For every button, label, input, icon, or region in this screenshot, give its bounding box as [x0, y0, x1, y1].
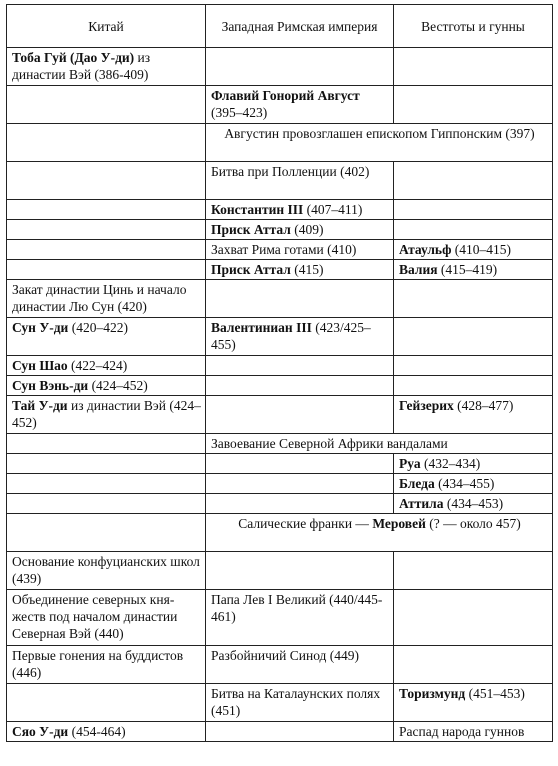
cell-name-bold: Тоба Гуй (Дао У-ди)	[12, 50, 135, 65]
cell-name-bold: Валентиниан III	[211, 320, 312, 335]
table-cell-china	[7, 434, 206, 454]
cell-text: Битва на Каталаунских полях (451)	[211, 686, 381, 718]
table-cell-rome	[206, 162, 394, 200]
table-row	[7, 474, 553, 494]
cell-text: (410–415)	[451, 242, 512, 257]
cell-text: (415)	[290, 262, 324, 277]
table-cell-visigoths-huns	[394, 200, 553, 220]
table-row	[7, 434, 553, 454]
table-cell-china	[7, 318, 206, 356]
table-row	[7, 200, 553, 220]
cell-text: (422–424)	[67, 358, 128, 373]
cell-text: из династии Вэй (386-409)	[12, 50, 151, 82]
table-cell-china	[7, 240, 206, 260]
table-cell-visigoths-huns	[394, 722, 553, 742]
table-cell-china	[7, 48, 206, 86]
cell-text: (395–423)	[211, 105, 268, 120]
header-china: Китай	[7, 5, 206, 48]
cell-name-bold: Руа	[399, 456, 421, 471]
cell-text: Салические франки —	[238, 516, 373, 531]
table-cell-visigoths-huns	[394, 474, 553, 494]
chronology-table-wrapper	[6, 4, 553, 742]
table-cell-china	[7, 376, 206, 396]
table-row	[7, 684, 553, 722]
cell-name-bold: Приск Аттал	[211, 222, 291, 237]
cell-name-bold: Сун Вэнь-ди	[12, 378, 89, 393]
table-cell-china	[7, 494, 206, 514]
table-cell-rome	[206, 86, 394, 124]
table-cell-rome	[206, 318, 394, 356]
table-row	[7, 552, 553, 590]
table-cell-rome	[206, 48, 394, 86]
cell-name-bold: Сяо У-ди	[12, 724, 69, 739]
table-row	[7, 356, 553, 376]
table-cell-visigoths-huns	[394, 318, 553, 356]
table-cell-china	[7, 260, 206, 280]
table-cell-rome	[206, 240, 394, 260]
table-cell-rome	[206, 684, 394, 722]
table-cell-china	[7, 684, 206, 722]
table-cell-china	[7, 552, 206, 590]
table-row	[7, 318, 553, 356]
cell-text: Захват Рима готами (410)	[211, 242, 357, 257]
cell-name-bold: Константин III	[211, 202, 304, 217]
table-cell-visigoths-huns	[394, 646, 553, 684]
table-cell-china	[7, 124, 206, 162]
cell-name-bold: Валия	[399, 262, 438, 277]
table-row	[7, 260, 553, 280]
table-cell-visigoths-huns	[394, 260, 553, 280]
table-cell-rome	[206, 200, 394, 220]
table-cell-rome	[206, 494, 394, 514]
table-cell-china	[7, 280, 206, 318]
chronology-table	[6, 4, 553, 742]
table-cell-china	[7, 356, 206, 376]
table-cell-rome	[206, 280, 394, 318]
cell-text: (424–452)	[88, 378, 148, 393]
cell-text: Закат династии Цинь и начало династии Лю Сун (420)	[12, 282, 187, 314]
table-cell-china	[7, 722, 206, 742]
table-cell-visigoths-huns	[394, 552, 553, 590]
cell-name-bold: Гейзерих	[399, 398, 454, 413]
table-cell-visigoths-huns	[394, 240, 553, 260]
cell-name-bold: Сун У-ди	[12, 320, 69, 335]
cell-text: (432–434)	[420, 456, 481, 471]
table-row	[7, 280, 553, 318]
table-row	[7, 646, 553, 684]
cell-text: (434–453)	[443, 496, 504, 511]
table-cell-rome	[206, 514, 553, 552]
cell-text: (? — около 457)	[425, 516, 521, 531]
cell-name-bold: Торизмунд	[399, 686, 466, 701]
cell-text: (454-464)	[68, 724, 126, 739]
cell-text: (420–422)	[68, 320, 128, 335]
table-cell-visigoths-huns	[394, 590, 553, 646]
cell-text: Первые гонения на буддистов (446)	[12, 648, 184, 680]
table-cell-china	[7, 474, 206, 494]
cell-text: Разбойничий Синод (449)	[211, 648, 360, 663]
table-cell-visigoths-huns	[394, 454, 553, 474]
table-cell-rome	[206, 590, 394, 646]
table-cell-visigoths-huns	[394, 48, 553, 86]
cell-name-bold: Приск Аттал	[211, 262, 291, 277]
table-row	[7, 86, 553, 124]
table-row	[7, 240, 553, 260]
cell-text: (434–455)	[434, 476, 495, 491]
table-row	[7, 590, 553, 646]
cell-text: Основание конфуцианских школ (439)	[12, 554, 200, 586]
header-visigoths-and-huns: Вестготы и гунны	[394, 5, 553, 48]
table-cell-rome	[206, 454, 394, 474]
header-row	[7, 5, 553, 48]
table-cell-china	[7, 220, 206, 240]
cell-name-bold: Бледа	[399, 476, 435, 491]
cell-text: Распад народа гуннов	[399, 724, 525, 739]
table-row	[7, 220, 553, 240]
table-cell-rome	[206, 474, 394, 494]
cell-name-bold: Атаульф	[399, 242, 452, 257]
cell-name-bold: Меровей	[372, 516, 426, 531]
table-cell-visigoths-huns	[394, 220, 553, 240]
table-cell-rome	[206, 356, 394, 376]
table-cell-rome	[206, 646, 394, 684]
table-cell-rome	[206, 220, 394, 240]
cell-name-bold: Флавий Гонорий Август	[211, 88, 360, 103]
table-cell-visigoths-huns	[394, 86, 553, 124]
table-row	[7, 494, 553, 514]
table-cell-visigoths-huns	[394, 494, 553, 514]
table-cell-china	[7, 514, 206, 552]
table-cell-china	[7, 590, 206, 646]
cell-name-bold: Сун Шао	[12, 358, 68, 373]
table-row	[7, 162, 553, 200]
cell-name-bold: Тай У-ди	[12, 398, 68, 413]
table-cell-rome	[206, 124, 553, 162]
cell-text: (428–477)	[453, 398, 514, 413]
table-row	[7, 396, 553, 434]
table-cell-china	[7, 162, 206, 200]
cell-text: Папа Лев I Великий (440/445-461)	[211, 592, 383, 624]
cell-text: Объединение северных княжеств под началом династии Северная Вэй (440)	[12, 592, 178, 641]
cell-text: (451–453)	[465, 686, 525, 701]
table-cell-visigoths-huns	[394, 356, 553, 376]
table-body	[7, 48, 553, 742]
table-row	[7, 376, 553, 396]
cell-text: (407–411)	[303, 202, 363, 217]
table-cell-china	[7, 454, 206, 474]
cell-text: (415–419)	[437, 262, 498, 277]
table-cell-china	[7, 86, 206, 124]
table-row	[7, 722, 553, 742]
table-row	[7, 124, 553, 162]
cell-text: Битва при Полленции (402)	[211, 164, 370, 179]
cell-text: Завоевание Северной Африки вандалами	[211, 436, 448, 451]
table-row	[7, 514, 553, 552]
table-cell-rome	[206, 434, 553, 454]
header-western-roman-empire: Западная Римская империя	[206, 5, 394, 48]
table-row	[7, 454, 553, 474]
table-cell-visigoths-huns	[394, 162, 553, 200]
table-cell-china	[7, 200, 206, 220]
table-cell-rome	[206, 552, 394, 590]
table-cell-visigoths-huns	[394, 684, 553, 722]
cell-text: из династии Вэй (424–452)	[12, 398, 201, 430]
table-cell-visigoths-huns	[394, 376, 553, 396]
cell-name-bold: Аттила	[399, 496, 444, 511]
table-cell-visigoths-huns	[394, 280, 553, 318]
cell-text: Августин провозглашен епископом Гиппонским (397)	[224, 126, 535, 141]
table-cell-china	[7, 646, 206, 684]
table-cell-china	[7, 396, 206, 434]
table-cell-rome	[206, 376, 394, 396]
table-cell-rome	[206, 260, 394, 280]
table-row	[7, 48, 553, 86]
cell-text: (409)	[290, 222, 324, 237]
table-cell-visigoths-huns	[394, 396, 553, 434]
table-cell-rome	[206, 722, 394, 742]
cell-text: (423/425–455)	[211, 320, 371, 352]
table-cell-rome	[206, 396, 394, 434]
